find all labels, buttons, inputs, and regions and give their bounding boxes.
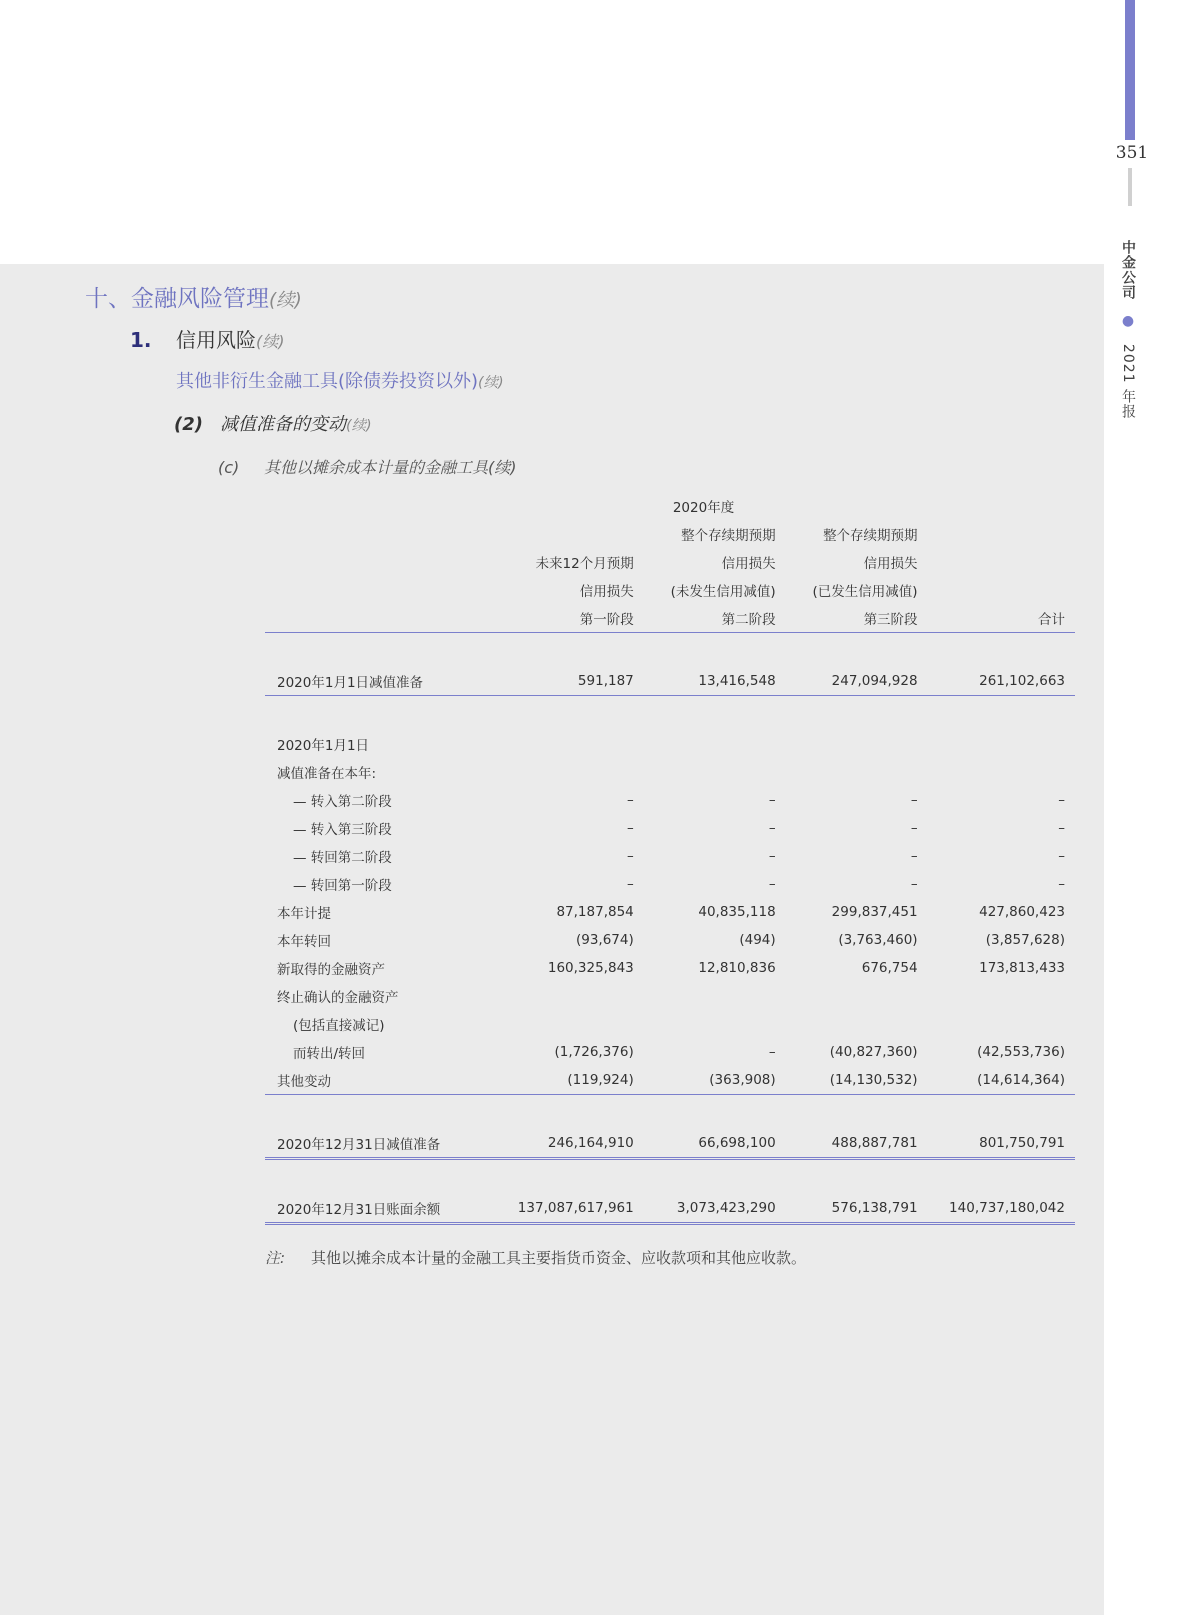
section-cont: (续) xyxy=(269,290,302,311)
row-label: 其他变动 xyxy=(265,1066,490,1095)
subsection-number: 1. xyxy=(130,328,152,352)
cell-value xyxy=(490,696,634,731)
cell-value: – xyxy=(768,820,776,836)
separator-dot-icon: ● xyxy=(1120,313,1136,331)
cell-value xyxy=(918,730,1075,758)
cell-value: 整个存续期预期 xyxy=(823,528,918,544)
report-year: 2021 年报 xyxy=(1120,343,1136,419)
cell-value xyxy=(918,633,1075,668)
page-number: 351 xyxy=(1115,143,1149,163)
cell-value: 信用损失 xyxy=(721,556,776,572)
item-heading xyxy=(174,410,372,436)
row-label: — 转入第三阶段 xyxy=(293,822,392,838)
cell-value: 160,325,843 xyxy=(547,960,634,976)
derecognition-row xyxy=(265,982,1075,1010)
cell-value: 第三阶段 xyxy=(776,604,918,633)
cell-value: 246,164,910 xyxy=(490,1129,634,1159)
cell-value: 40,835,118 xyxy=(698,904,776,920)
carrying-amount-row xyxy=(265,1194,1075,1224)
spacer-row xyxy=(265,1159,1075,1195)
cell-value: – xyxy=(627,876,634,892)
subsection-heading xyxy=(130,324,285,353)
row-label xyxy=(265,696,490,731)
company-name: 中金公司 xyxy=(1120,240,1136,300)
row-label xyxy=(265,633,490,668)
item-cont: (续) xyxy=(346,418,372,434)
cell-value xyxy=(776,633,918,668)
cell-value xyxy=(918,982,1075,1010)
cell-value: 第二阶段 xyxy=(634,604,776,633)
row-label: 终止确认的金融资产 xyxy=(277,990,399,1006)
cell-value xyxy=(776,1159,918,1195)
cell-value: 合计 xyxy=(918,604,1075,633)
empty-cell xyxy=(918,492,1075,520)
cell-value: 591,187 xyxy=(490,667,634,696)
cell-value: – xyxy=(627,820,634,836)
topic-cont: (续) xyxy=(478,375,504,391)
cell-value: – xyxy=(910,876,918,892)
topic-heading xyxy=(176,367,504,393)
cell-value xyxy=(490,730,634,758)
cell-value xyxy=(634,1095,776,1130)
subitem-title: 其他以摊余成本计量的金融工具(续) xyxy=(264,458,517,477)
column-header-row xyxy=(265,576,1075,604)
movement-row xyxy=(265,926,1075,954)
column-header-row xyxy=(265,548,1075,576)
cell-value: 261,102,663 xyxy=(918,667,1075,696)
row-label xyxy=(265,548,490,576)
cell-value: 13,416,548 xyxy=(634,667,776,696)
cell-value xyxy=(776,758,918,786)
row-label xyxy=(265,1159,490,1195)
cell-value: (1,726,376) xyxy=(554,1044,634,1060)
movement-header-row xyxy=(265,730,1075,758)
row-label: 2020年12月31日减值准备 xyxy=(265,1129,490,1159)
cell-value xyxy=(776,982,918,1010)
column-header-row xyxy=(265,604,1075,633)
cell-value xyxy=(634,730,776,758)
subitem-number: (c) xyxy=(218,458,240,477)
transfer-row xyxy=(265,842,1075,870)
cell-value: 488,887,781 xyxy=(776,1129,918,1159)
transfer-row xyxy=(265,814,1075,842)
cell-value xyxy=(634,1159,776,1195)
cell-value xyxy=(918,758,1075,786)
cell-value: 66,698,100 xyxy=(634,1129,776,1159)
item-title: 减值准备的变动 xyxy=(220,414,346,435)
derecognition-row xyxy=(265,1010,1075,1038)
transfer-row xyxy=(265,786,1075,814)
other-movement-row xyxy=(265,1066,1075,1095)
row-label: — 转入第二阶段 xyxy=(293,794,392,810)
spacer-row xyxy=(265,633,1075,668)
row-label: 本年转回 xyxy=(277,934,331,950)
cell-value: (3,857,628) xyxy=(985,932,1065,948)
cell-value: 12,810,836 xyxy=(698,960,776,976)
cell-value xyxy=(634,1010,776,1038)
cell-value: 87,187,854 xyxy=(556,904,634,920)
empty-cell xyxy=(265,492,490,520)
section-heading xyxy=(85,280,302,313)
row-label: 本年计提 xyxy=(277,906,331,922)
cell-value xyxy=(634,758,776,786)
cell-value: – xyxy=(910,792,918,808)
cell-value xyxy=(776,1010,918,1038)
cell-value: (494) xyxy=(739,932,776,948)
movement-header-row xyxy=(265,758,1075,786)
cell-value: – xyxy=(1058,848,1065,864)
item-number: (2) xyxy=(174,414,203,435)
section-title: 十、金融风险管理 xyxy=(85,286,269,312)
cell-value: (363,908) xyxy=(634,1066,776,1095)
subsection-title: 信用风险 xyxy=(176,328,256,352)
cell-value: – xyxy=(768,792,776,808)
cell-value: (14,614,364) xyxy=(918,1066,1075,1095)
cell-value xyxy=(490,1095,634,1130)
cell-value: 信用损失 xyxy=(863,556,918,572)
cell-value xyxy=(490,982,634,1010)
cell-value xyxy=(918,576,1075,604)
cell-value: – xyxy=(1058,820,1065,836)
subitem-heading xyxy=(218,455,517,478)
row-label: (包括直接减记) xyxy=(293,1018,385,1034)
row-label xyxy=(265,1095,490,1130)
side-grey-bar xyxy=(1128,168,1132,206)
cell-value: (未发生信用减值) xyxy=(670,584,776,600)
cell-value: – xyxy=(768,876,776,892)
cell-value: 未来12个月预期 xyxy=(535,556,634,572)
cell-value xyxy=(918,520,1075,548)
cell-value xyxy=(918,1095,1075,1130)
cell-value xyxy=(918,1010,1075,1038)
subsection-cont: (续) xyxy=(256,332,285,351)
cell-value: – xyxy=(768,1044,776,1060)
cell-value: 3,073,423,290 xyxy=(634,1194,776,1224)
cell-value xyxy=(776,696,918,731)
cell-value: – xyxy=(768,848,776,864)
derecognition-row xyxy=(265,1038,1075,1066)
cell-value: – xyxy=(1058,876,1065,892)
side-accent-bar xyxy=(1125,0,1135,140)
footnote xyxy=(265,1247,806,1268)
column-header-row xyxy=(265,520,1075,548)
row-label: — 转回第一阶段 xyxy=(293,878,392,894)
row-label xyxy=(265,520,490,548)
cell-value: 676,754 xyxy=(861,960,918,976)
cell-value xyxy=(634,696,776,731)
cell-value xyxy=(918,548,1075,576)
cell-value: 801,750,791 xyxy=(918,1129,1075,1159)
cell-value xyxy=(918,1159,1075,1195)
cell-value: 576,138,791 xyxy=(776,1194,918,1224)
closing-balance-row xyxy=(265,1129,1075,1159)
cell-value: 299,837,451 xyxy=(831,904,918,920)
transfer-row xyxy=(265,870,1075,898)
opening-balance-row xyxy=(265,667,1075,696)
impairment-table xyxy=(265,492,1075,1225)
cell-value: (已发生信用减值) xyxy=(812,584,918,600)
cell-value: (42,553,736) xyxy=(977,1044,1065,1060)
cell-value xyxy=(490,1159,634,1195)
cell-value: 140,737,180,042 xyxy=(918,1194,1075,1224)
row-label: 减值准备在本年: xyxy=(277,766,377,782)
topic-title: 其他非衍生金融工具(除债券投资以外) xyxy=(176,371,479,392)
cell-value xyxy=(634,982,776,1010)
movement-row xyxy=(265,898,1075,926)
row-label: — 转回第二阶段 xyxy=(293,850,392,866)
cell-value: – xyxy=(910,820,918,836)
cell-value xyxy=(490,1010,634,1038)
cell-value: (3,763,460) xyxy=(838,932,918,948)
footnote-text: 其他以摊余成本计量的金融工具主要指货币资金、应收款项和其他应收款。 xyxy=(311,1249,807,1267)
year-header-row xyxy=(265,492,1075,520)
movement-row xyxy=(265,954,1075,982)
cell-value: 整个存续期预期 xyxy=(681,528,776,544)
cell-value xyxy=(776,1095,918,1130)
spacer-row xyxy=(265,696,1075,731)
cell-value: – xyxy=(1058,792,1065,808)
cell-value xyxy=(490,758,634,786)
row-label xyxy=(265,576,490,604)
cell-value: (93,674) xyxy=(575,932,634,948)
row-label: 2020年12月31日账面余额 xyxy=(265,1194,490,1224)
row-label xyxy=(265,604,490,633)
cell-value xyxy=(634,633,776,668)
cell-value: 137,087,617,961 xyxy=(490,1194,634,1224)
row-label: 2020年1月1日 xyxy=(277,738,370,754)
cell-value xyxy=(776,730,918,758)
cell-value: – xyxy=(627,792,634,808)
cell-value xyxy=(490,633,634,668)
footnote-label: 注: xyxy=(265,1249,286,1267)
year-header: 2020年度 xyxy=(672,500,735,516)
cell-value: (119,924) xyxy=(490,1066,634,1095)
cell-value: 427,860,423 xyxy=(979,904,1065,920)
cell-value: 信用损失 xyxy=(579,584,634,600)
cell-value: – xyxy=(627,848,634,864)
row-label: 而转出/转回 xyxy=(293,1046,366,1062)
cell-value: 173,813,433 xyxy=(979,960,1065,976)
row-label: 2020年1月1日减值准备 xyxy=(265,667,490,696)
row-label: 新取得的金融资产 xyxy=(277,962,385,978)
spacer-row xyxy=(265,1095,1075,1130)
cell-value: 第一阶段 xyxy=(490,604,634,633)
cell-value: – xyxy=(910,848,918,864)
cell-value xyxy=(918,696,1075,731)
cell-value: 247,094,928 xyxy=(776,667,918,696)
cell-value xyxy=(490,520,634,548)
cell-value: (14,130,532) xyxy=(776,1066,918,1095)
side-running-title xyxy=(1118,240,1138,419)
cell-value: (40,827,360) xyxy=(829,1044,918,1060)
